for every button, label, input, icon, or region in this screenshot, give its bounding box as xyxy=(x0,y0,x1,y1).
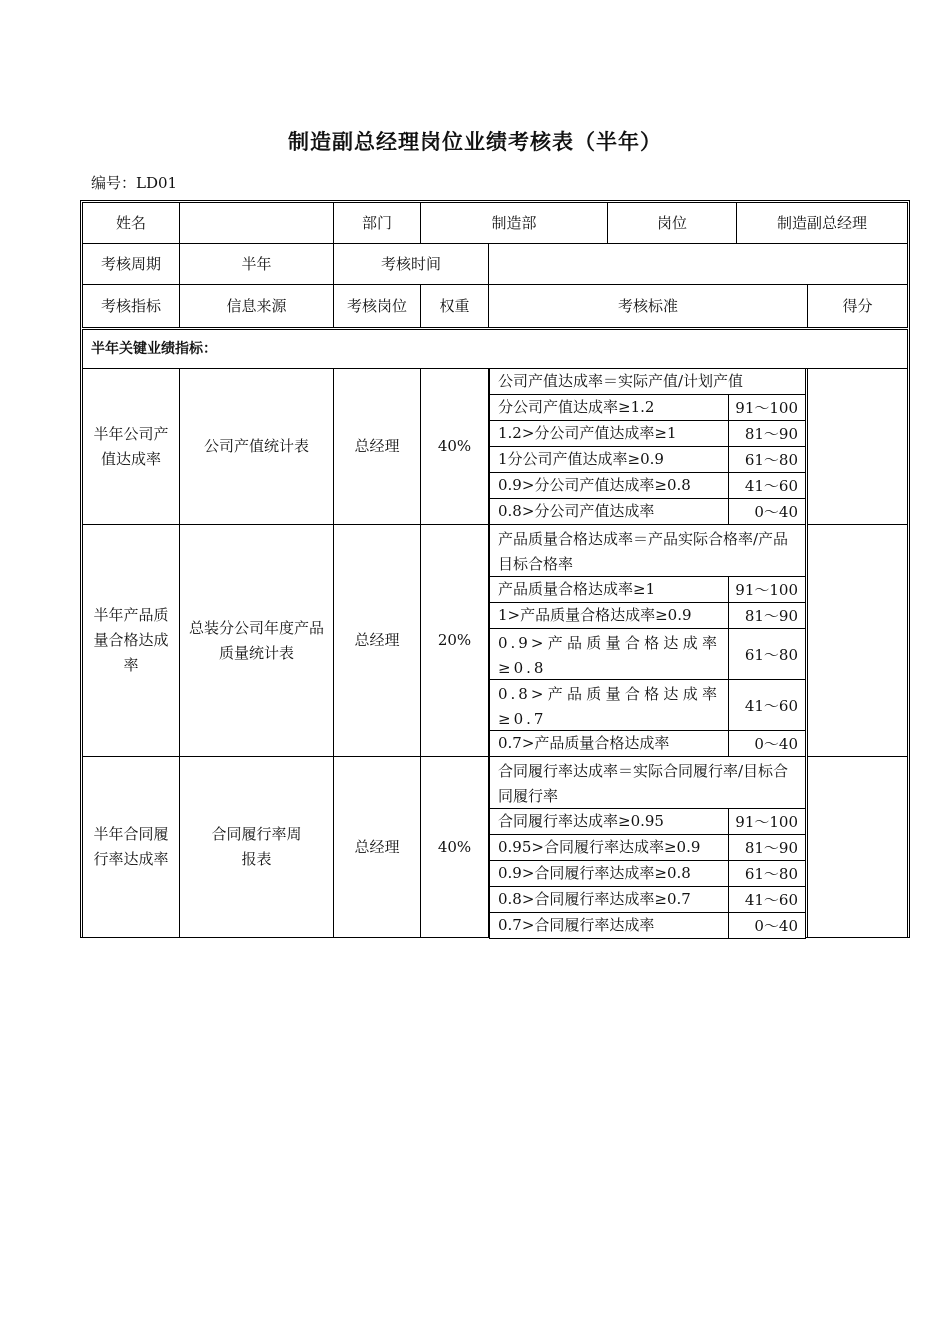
standard-formula: 产品质量合格达成率＝产品实际合格率/产品目标合格率 xyxy=(489,524,806,577)
indicator-weight: 20% xyxy=(420,524,489,757)
standard-condition: 0.8>产品质量合格达成率≥0.7 xyxy=(489,679,729,731)
indicator-name: 半年公司产值达成率 xyxy=(82,368,180,525)
indicator-source: 总装分公司年度产品质量统计表 xyxy=(179,524,334,757)
standard-condition: 0.8>合同履行率达成率≥0.7 xyxy=(489,886,729,913)
standard-range: 81～90 xyxy=(728,834,806,861)
col-source: 信息来源 xyxy=(179,284,334,328)
period-value: 半年 xyxy=(179,243,334,285)
standard-condition: 0.95>合同履行率达成率≥0.9 xyxy=(489,834,729,861)
standard-range: 61～80 xyxy=(728,860,806,887)
standard-condition: 1分公司产值达成率≥0.9 xyxy=(489,446,729,473)
standard-range: 91～100 xyxy=(728,808,806,835)
dept-value: 制造部 xyxy=(420,202,608,244)
standard-range: 61～80 xyxy=(728,628,806,680)
dept-label: 部门 xyxy=(333,202,421,244)
time-field[interactable] xyxy=(488,243,908,285)
standard-range: 0～40 xyxy=(728,730,806,757)
standard-range: 41～60 xyxy=(728,886,806,913)
standard-range: 81～90 xyxy=(728,420,806,447)
period-label: 考核周期 xyxy=(82,243,180,285)
score-cell[interactable] xyxy=(807,756,908,938)
name-field[interactable] xyxy=(179,202,334,244)
score-cell[interactable] xyxy=(807,368,908,525)
indicator-name: 半年产品质量合格达成率 xyxy=(82,524,180,757)
col-assessor: 考核岗位 xyxy=(333,284,421,328)
name-label: 姓名 xyxy=(82,202,180,244)
standard-range: 0～40 xyxy=(728,498,806,525)
standard-condition: 0.9>分公司产值达成率≥0.8 xyxy=(489,472,729,499)
section-title: 半年关键业绩指标： xyxy=(82,329,908,369)
standard-range: 41～60 xyxy=(728,472,806,499)
standard-condition: 产品质量合格达成率≥1 xyxy=(489,576,729,603)
standard-formula: 合同履行率达成率＝实际合同履行率/目标合同履行率 xyxy=(489,756,806,809)
page-title: 制造副总经理岗位业绩考核表（半年） xyxy=(288,130,662,154)
standard-condition: 1.2>分公司产值达成率≥1 xyxy=(489,420,729,447)
standard-range: 61～80 xyxy=(728,446,806,473)
standard-formula: 公司产值达成率＝实际产值/计划产值 xyxy=(489,368,806,395)
standard-condition: 0.7>产品质量合格达成率 xyxy=(489,730,729,757)
indicator-source: 合同履行率周报表 xyxy=(179,756,334,938)
document-number: 编号：LD01 xyxy=(91,174,178,192)
standard-condition: 1>产品质量合格达成率≥0.9 xyxy=(489,602,729,629)
col-standard: 考核标准 xyxy=(488,284,808,328)
indicator-assessor: 总经理 xyxy=(333,524,421,757)
post-label: 岗位 xyxy=(607,202,737,244)
standard-condition: 分公司产值达成率≥1.2 xyxy=(489,394,729,421)
indicator-source: 公司产值统计表 xyxy=(179,368,334,525)
indicator-weight: 40% xyxy=(420,756,489,938)
col-indicator: 考核指标 xyxy=(82,284,180,328)
indicator-assessor: 总经理 xyxy=(333,368,421,525)
post-value: 制造副总经理 xyxy=(736,202,908,244)
standard-condition: 0.9>合同履行率达成率≥0.8 xyxy=(489,860,729,887)
col-score: 得分 xyxy=(807,284,908,328)
standard-condition: 0.9>产品质量合格达成率≥0.8 xyxy=(489,628,729,680)
standard-condition: 0.7>合同履行率达成率 xyxy=(489,912,729,939)
indicator-weight: 40% xyxy=(420,368,489,525)
standard-range: 41～60 xyxy=(728,679,806,731)
standard-range: 91～100 xyxy=(728,394,806,421)
standard-range: 0～40 xyxy=(728,912,806,939)
standard-condition: 合同履行率达成率≥0.95 xyxy=(489,808,729,835)
col-weight: 权重 xyxy=(420,284,489,328)
standard-range: 81～90 xyxy=(728,602,806,629)
standard-condition: 0.8>分公司产值达成率 xyxy=(489,498,729,525)
standard-range: 91～100 xyxy=(728,576,806,603)
time-label: 考核时间 xyxy=(333,243,489,285)
indicator-assessor: 总经理 xyxy=(333,756,421,938)
score-cell[interactable] xyxy=(807,524,908,757)
indicator-name: 半年合同履行率达成率 xyxy=(82,756,180,938)
